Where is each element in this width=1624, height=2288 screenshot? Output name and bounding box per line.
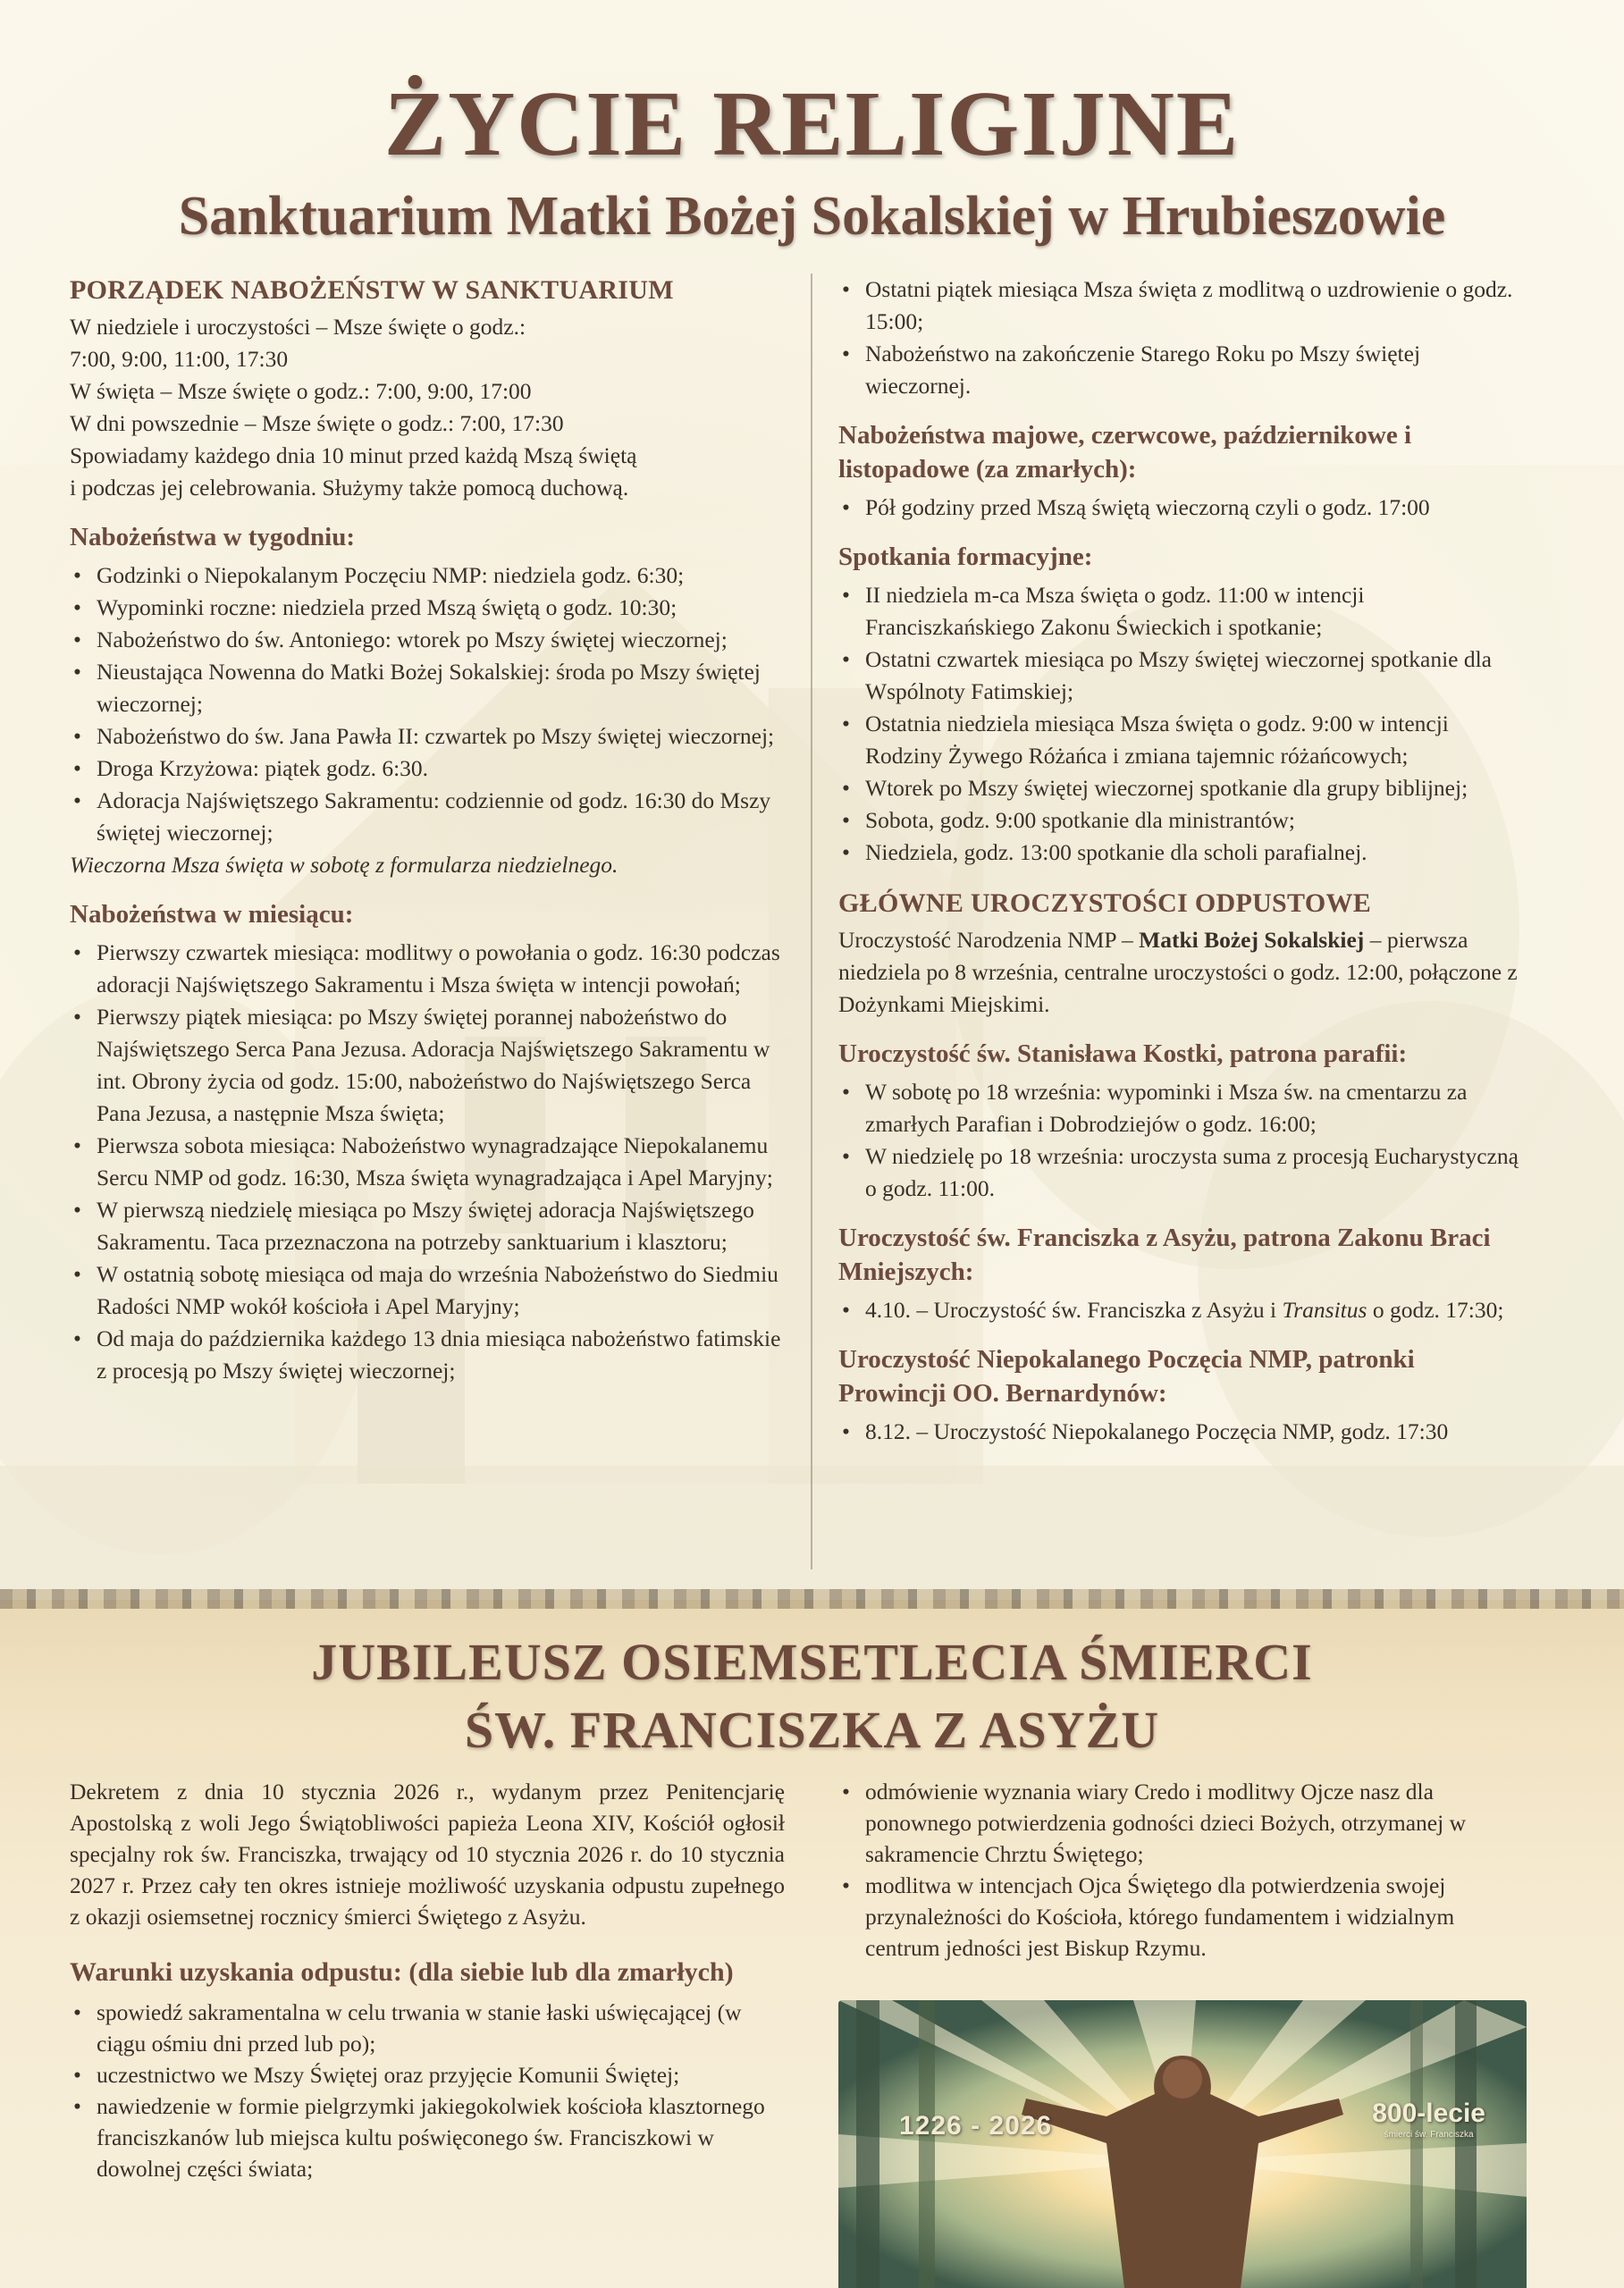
list-item: • Adoracja Najświętszego Sakramentu: codziennie od godz. 16:30 do Mszy świętej wieczornej; <box>70 785 795 849</box>
list-item: • W niedzielę po 18 września: uroczysta suma z procesją Eucharystyczną o godz. 11:00. <box>838 1140 1527 1205</box>
list-item: • spowiedź sakramentalna w celu trwania w stanie łaski uświęcającej (w ciągu ośmiu dni przed lub po); <box>70 1997 785 2059</box>
main-feasts-text-part: Uroczystość Narodzenia NMP – <box>838 927 1140 953</box>
list-item: • odmówienie wyznania wiary Credo i modlitwy Ojcze nasz dla ponownego potwierdzenia godności dzieci Bożych, otrzymanej w sakramencie Chrztu Świętego; <box>838 1776 1528 1870</box>
anniversary-badge <box>1372 2099 1485 2141</box>
st-francis-illustration <box>838 2000 1527 2288</box>
francis-item-part: o godz. 17:30; <box>1367 1297 1504 1323</box>
list-item: • W ostatnią sobotę miesiąca od maja do września Nabożeństwo do Siedmiu Radości NMP wokół kościoła i Apel Maryjny; <box>70 1258 795 1323</box>
main-feasts-text-bold: Matki Bożej Sokalskiej <box>1139 927 1365 953</box>
jubilee-title-line: ŚW. FRANCISZKA Z ASYŻU <box>464 1701 1160 1759</box>
list-item: • Pół godziny przed Mszą świętą wieczorną czyli o godz. 17:00 <box>838 492 1527 524</box>
jubilee-title <box>0 1628 1624 1764</box>
francis-item-italic: Transitus <box>1282 1297 1367 1323</box>
list-item: • Pierwszy piątek miesiąca: po Mszy świętej porannej nabożeństwo do Najświętszego Serca Pana Jezusa. Adoracja Najświętszego Sakramentu w int. Obrony życia od godz. 15:00, nabożeństwo do Najświętszego Serca Pana Jezusa, a następnie Msza święta; <box>70 1001 795 1130</box>
conditions-title <box>70 1956 785 1989</box>
intro-line: 7:00, 9:00, 11:00, 17:30 <box>70 346 289 372</box>
main-feasts-text-part: – pierwsza niedziela po 8 września, centralne uroczystości o godz. 12:00, połączone z Dożynkami Miejskimi. <box>838 927 1518 1017</box>
list-item: • Sobota, godz. 9:00 spotkanie dla ministrantów; <box>838 804 1527 837</box>
intro-line: W niedziele i uroczystości – Msze święte o godz.: <box>70 314 526 340</box>
weekly-title: Nabożeństwa w tygodniu: <box>70 523 356 551</box>
decree-paragraph: Dekretem z dnia 10 stycznia 2026 r., wydanym przez Penitencjarię Apostolską z woli Jego Świątobliwości papieża Leona XIV, Kościół ogłosił specjalny rok św. Franciszka, trwający od 10 stycznia 2026 r. do 10 stycznia 2027 r. Przez cały ten okres istnieje możliwość uzyskania odpustu zupełnego z okazji osiemsetnej rocznicy śmierci Świętego z Asyżu. <box>70 1779 785 1930</box>
page-subtitle: Sanktuarium Matki Bożej Sokalskiej w Hrubieszowie <box>178 186 1446 247</box>
section-title-schedule: PORZĄDEK NABOŻEŃSTW W SANKTUARIUM <box>70 275 674 305</box>
list-item: • W pierwszą niedzielę miesiąca po Mszy świętej adoracja Najświętszego Sakramentu. Taca przeznaczona na potrzeby sanktuarium i klasztoru; <box>70 1194 795 1258</box>
monthly-list <box>70 937 795 1387</box>
list-item: • 8.12. – Uroczystość Niepokalanego Poczęcia NMP, godz. 17:30 <box>838 1416 1527 1448</box>
francis-title: Uroczystość św. Franciszka z Asyżu, patrona Zakonu Braci Mniejszych: <box>838 1224 1491 1286</box>
decorative-border <box>0 1589 1624 1609</box>
francis-item-part: 4.10. – Uroczystość św. Franciszka z Asyżu i <box>865 1297 1283 1323</box>
list-item: • Wypominki roczne: niedziela przed Mszą świętą o godz. 10:30; <box>70 592 795 624</box>
monthly-list-continued <box>838 273 1527 402</box>
list-item: • Nieustająca Nowenna do Matki Bożej Sokalskiej: środa po Mszy świętej wieczornej; <box>70 656 795 720</box>
page-title: ŻYCIE RELIGIJNE <box>383 72 1241 175</box>
may-services-list <box>838 492 1527 524</box>
francis-list <box>838 1294 1527 1326</box>
list-item: • Ostatni czwartek miesiąca po Mszy świętej wieczornej spotkanie dla Wspólnoty Fatimskiej; <box>838 644 1527 708</box>
list-item: • Ostatni piątek miesiąca Msza święta z modlitwą o uzdrowienie o godz. 15:00; <box>838 273 1527 338</box>
intro-line: i podczas jej celebrowania. Służymy także pomocą duchową. <box>70 475 629 500</box>
list-item: • Ostatnia niedziela miesiąca Msza święta o godz. 9:00 w intencji Rodziny Żywego Różańca i zmiana tajemnic różańcowych; <box>838 708 1527 772</box>
art-years-label: 1226 - 2026 <box>899 2111 1053 2141</box>
list-item: • uczestnictwo we Mszy Świętej oraz przyjęcie Komunii Świętej; <box>70 2059 785 2090</box>
main-feasts-title: GŁÓWNE UROCZYSTOŚCI ODPUSTOWE <box>838 888 1372 918</box>
list-item <box>838 1294 1527 1326</box>
list-item: • modlitwa w intencjach Ojca Świętego dla potwierdzenia swojej przynależności do Kościoła, którego fundamentem i widzialnym centrum jedności jest Biskup Rzymu. <box>838 1870 1528 1964</box>
jubilee-left-column <box>70 1776 785 2184</box>
may-services-title: Nabożeństwa majowe, czerwcowe, październikowe i listopadowe (za zmarłych): <box>838 421 1412 484</box>
anniversary-badge-subtitle: śmierci św. Franciszka <box>1384 2130 1474 2140</box>
weekly-note: Wieczorna Msza święta w sobotę z formularza niedzielnego. <box>70 852 618 878</box>
main-feasts-text <box>838 924 1527 1021</box>
list-item: • Niedziela, godz. 13:00 spotkanie dla scholi parafialnej. <box>838 837 1527 869</box>
intro-line: Spowiadamy każdego dnia 10 minut przed każdą Mszą świętą <box>70 442 637 468</box>
list-item: • Nabożeństwo do św. Antoniego: wtorek po Mszy świętej wieczornej; <box>70 624 795 656</box>
list-item: • Nabożeństwo na zakończenie Starego Roku po Mszy świętej wieczornej. <box>838 338 1527 402</box>
jubilee-right-column <box>838 1776 1528 1964</box>
stanislaw-list <box>838 1076 1527 1205</box>
list-item: • Od maja do października każdego 13 dnia miesiąca nabożeństwo fatimskie z procesją po Mszy świętej wieczornej; <box>70 1323 795 1387</box>
list-item: • Droga Krzyżowa: piątek godz. 6:30. <box>70 753 795 785</box>
formation-list <box>838 579 1527 869</box>
conditions-title-main: Warunki uzyskania odpustu: <box>70 1957 402 1987</box>
list-item: • Pierwsza sobota miesiąca: Nabożeństwo wynagradzające Niepokalanemu Sercu NMP od godz. 16:30, Msza święta wynagradzająca i Apel Maryjny; <box>70 1130 795 1194</box>
list-item: • Godzinki o Niepokalanym Poczęciu NMP: niedziela godz. 6:30; <box>70 559 795 592</box>
column-divider <box>811 273 812 1569</box>
list-item: • II niedziela m-ca Msza święta o godz. 11:00 w intencji Franciszkańskiego Zakonu Świeckich i spotkanie; <box>838 579 1527 644</box>
anniversary-badge-title: 800-lecie <box>1372 2099 1485 2128</box>
weekly-list <box>70 559 795 849</box>
immaculate-title: Uroczystość Niepokalanego Poczęcia NMP, patronki Prowincji OO. Bernardynów: <box>838 1345 1415 1408</box>
st-francis-artwork <box>838 2000 1527 2288</box>
immaculate-list <box>838 1416 1527 1448</box>
intro-line: W święta – Msze święte o godz.: 7:00, 9:00, 17:00 <box>70 378 532 404</box>
list-item: • Wtorek po Mszy świętej wieczornej spotkanie dla grupy biblijnej; <box>838 772 1527 804</box>
list-item: • W sobotę po 18 września: wypominki i Msza św. na cmentarzu za zmarłych Parafian i Dobrodziejów o godz. 16:00; <box>838 1076 1527 1140</box>
monthly-title: Nabożeństwa w miesiącu: <box>70 900 354 929</box>
list-item: • Pierwszy czwartek miesiąca: modlitwy o powołania o godz. 16:30 podczas adoracji Najświętszego Sakramentu i Msza święta w intencji powołań; <box>70 937 795 1001</box>
intro-line: W dni powszednie – Msze święte o godz.: 7:00, 17:30 <box>70 410 564 436</box>
right-column <box>838 273 1527 1448</box>
conditions-list <box>70 1997 785 2184</box>
formation-title: Spotkania formacyjne: <box>838 543 1093 571</box>
stanislaw-title: Uroczystość św. Stanisława Kostki, patrona parafii: <box>838 1039 1408 1068</box>
conditions-list-continued <box>838 1776 1528 1964</box>
jubilee-title-line: JUBILEUSZ OSIEMSETLECIA ŚMIERCI <box>311 1633 1313 1691</box>
list-item: • Nabożeństwo do św. Jana Pawła II: czwartek po Mszy świętej wieczornej; <box>70 720 795 753</box>
list-item: • nawiedzenie w formie pielgrzymki jakiegokolwiek kościoła klasztornego franciszkanów lub miejsca kultu poświęconego św. Franciszkowi w dowolnej części świata; <box>70 2090 785 2184</box>
left-column <box>70 273 795 1387</box>
conditions-title-sub: (dla siebie lub dla zmarłych) <box>408 1957 734 1987</box>
